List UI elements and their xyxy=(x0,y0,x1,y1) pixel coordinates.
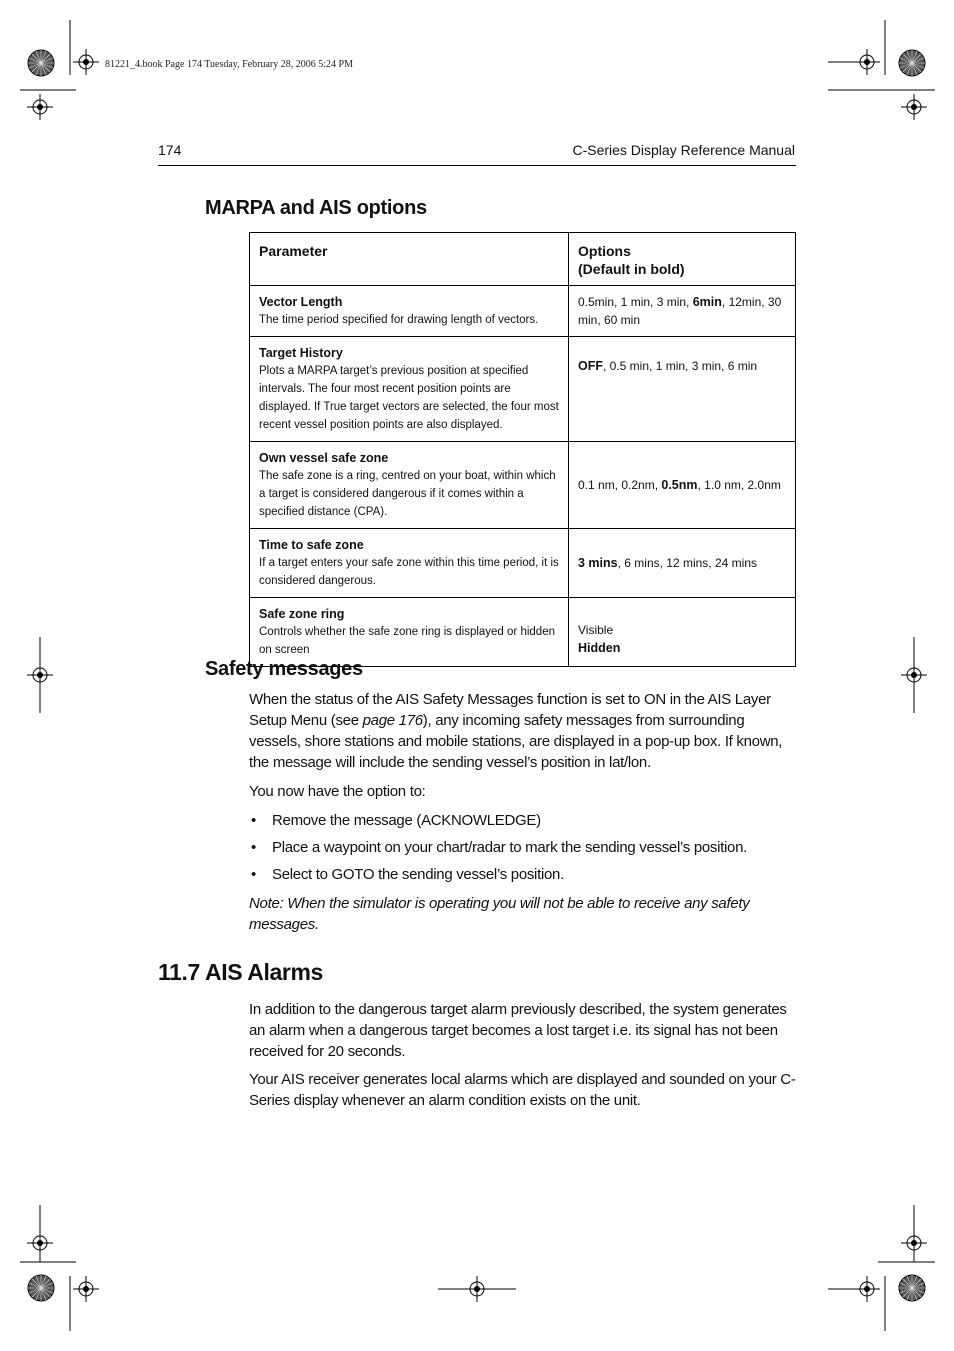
parameter-name: Target History xyxy=(259,346,343,360)
option-values: 0.5min, 1 min, 3 min, xyxy=(578,295,693,309)
bullet-marker: • xyxy=(251,866,256,883)
list-item-text: Place a waypoint on your chart/radar to mark the sending vessel’s position. xyxy=(272,839,747,856)
options-cell xyxy=(569,286,796,337)
options-cell xyxy=(569,337,796,442)
ais-alarms-paragraph-2: Your AIS receiver generates local alarms which are displayed and sounded on your C-Series display whenever an alarm condition exists on the unit. xyxy=(249,1071,796,1109)
parameter-column-header: Parameter xyxy=(250,233,569,286)
marpa-section-heading: MARPA and AIS options xyxy=(205,197,427,219)
parameter-name: Time to safe zone xyxy=(259,538,364,552)
options-column-header xyxy=(569,233,796,286)
parameter-description: The safe zone is a ring, centred on your boat, within which a target is considered dangerous if it comes within a specified distance (CPA). xyxy=(259,470,556,518)
table-header-row xyxy=(250,233,796,286)
parameter-description: Controls whether the safe zone ring is displayed or hidden on screen xyxy=(259,626,555,656)
ais-alarms-heading: 11.7 AIS Alarms xyxy=(158,959,323,985)
bullet-marker: • xyxy=(251,812,256,829)
default-option: Hidden xyxy=(578,641,621,655)
parameter-cell xyxy=(250,529,569,598)
parameter-name: Vector Length xyxy=(259,295,343,309)
options-header-line2: (Default in bold) xyxy=(578,261,685,277)
header-rule xyxy=(158,165,796,166)
table-row xyxy=(250,598,796,667)
paragraph-text: ), any incoming safety messages from surrounding vessels, shore stations and mobile stations, are displayed in a pop-up box. If known, the message will include the sending vessel’s position in lat/lon. xyxy=(249,712,783,771)
default-option: 6min xyxy=(692,295,722,309)
safety-messages-paragraph xyxy=(249,689,797,773)
option-values: , 6 mins, 12 mins, 24 mins xyxy=(617,556,757,570)
options-header-line1: Options xyxy=(578,243,631,259)
table-row xyxy=(250,337,796,442)
ais-alarms-paragraph-1: In addition to the dangerous target alarm previously described, the system generates an alarm when a dangerous target becomes a lost target i.e. its signal has not been received for 20 seconds. xyxy=(249,1001,787,1060)
parameter-name: Safe zone ring xyxy=(259,607,345,621)
table-row xyxy=(250,442,796,529)
options-intro-paragraph: You now have the option to: xyxy=(249,783,426,800)
default-option: OFF xyxy=(578,359,603,373)
parameter-cell xyxy=(250,442,569,529)
option-values: , 12min, 30 min, 60 min xyxy=(578,295,782,327)
print-job-info: 81221_4.book Page 174 Tuesday, February 28, 2006 5:24 PM xyxy=(105,59,353,70)
option-value: Visible xyxy=(578,623,614,637)
page-number: 174 xyxy=(158,142,182,158)
running-header-title: C-Series Display Reference Manual xyxy=(572,142,795,158)
parameter-description: If a target enters your safe zone within this time period, it is considered dangerous. xyxy=(259,557,559,587)
parameter-description: Plots a MARPA target’s previous position at specified intervals. The four most recent position points are displayed. If True target vectors are selected, the four most recent vessel position points are also displayed. xyxy=(259,365,559,431)
table-row xyxy=(250,529,796,598)
option-values: 0.1 nm, 0.2nm, xyxy=(578,478,662,492)
marpa-options-table xyxy=(249,232,796,667)
parameter-cell xyxy=(250,286,569,337)
simulator-note: Note: When the simulator is operating you will not be able to receive any safety messages. xyxy=(249,895,750,933)
bullet-marker: • xyxy=(251,839,256,856)
options-cell xyxy=(569,442,796,529)
list-item-text: Select to GOTO the sending vessel’s position. xyxy=(272,866,564,883)
options-cell xyxy=(569,529,796,598)
page-reference-link[interactable]: page 176 xyxy=(362,712,423,729)
options-cell xyxy=(569,598,796,667)
safety-messages-heading: Safety messages xyxy=(205,658,363,680)
parameter-cell xyxy=(250,337,569,442)
option-values: , 0.5 min, 1 min, 3 min, 6 min xyxy=(603,359,758,373)
parameter-name: Own vessel safe zone xyxy=(259,451,389,465)
table-row xyxy=(250,286,796,337)
list-item-text: Remove the message (ACKNOWLEDGE) xyxy=(272,812,541,829)
paragraph-text: When the status of the AIS Safety Messages function is set to ON in the AIS Layer Setup Menu (see xyxy=(249,691,771,729)
default-option: 0.5nm xyxy=(661,478,698,492)
parameter-cell xyxy=(250,598,569,667)
default-option: 3 mins xyxy=(578,556,618,570)
option-values: , 1.0 nm, 2.0nm xyxy=(697,478,781,492)
parameter-description: The time period specified for drawing length of vectors. xyxy=(259,314,539,326)
